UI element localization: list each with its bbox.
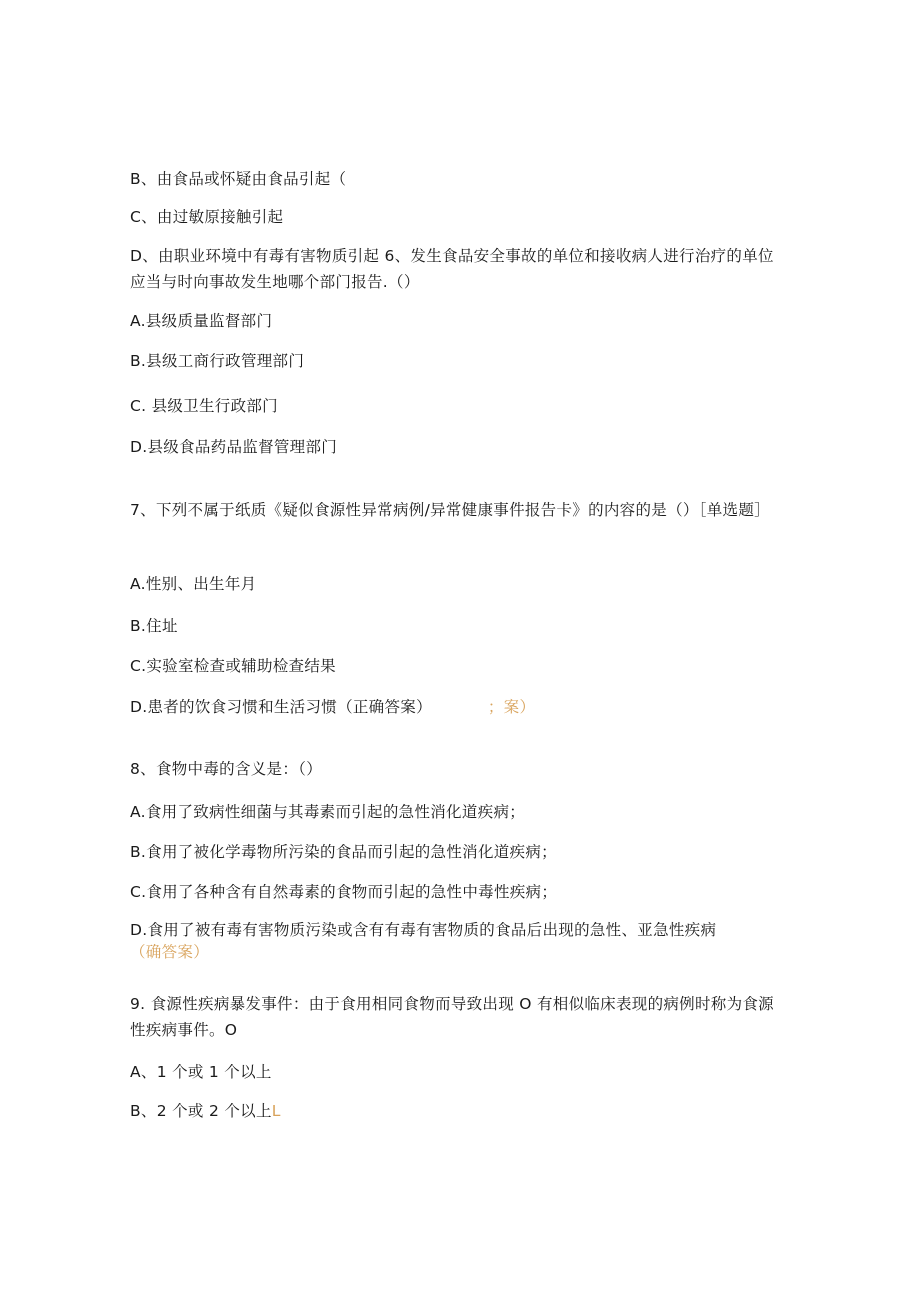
q7-question: 7、下列不属于纸质《疑似食源性异常病例/异常健康事件报告卡》的内容的是（）［单选题］ <box>130 501 770 519</box>
q6-partial-option-c: C、由过敏原接触引起 <box>130 208 284 226</box>
q7-option-d-row <box>130 695 535 719</box>
q9-option-b: B、2 个或 2 个以上 <box>130 1102 272 1120</box>
q8-option-b: B.食用了被化学毒物所污染的食品而引起的急性消化道疾病； <box>130 843 557 861</box>
q8-option-d: D.食用了被有毒有害物质污染或含有有毒有害物质的食品后出现的急性、亚急性疾病 <box>130 921 717 939</box>
q7-option-a: A.性别、出生年月 <box>130 575 257 593</box>
q6-option-d: D.县级食品药品监督管理部门 <box>130 438 338 456</box>
answer-mark: L <box>271 1102 281 1120</box>
answer-mark: ；案） <box>487 698 536 716</box>
q8-option-c: C.食用了各种含有自然毒素的食物而引起的急性中毒性疾病； <box>130 883 558 901</box>
q8-question: 8、食物中毒的含义是：（） <box>130 760 323 778</box>
q9-option-a: A、1 个或 1 个以上 <box>130 1063 272 1081</box>
q6-partial-option-d: D、由职业环境中有毒有害物质引起 6、发生食品安全事故的单位和接收病人进行治疗的单位应当与时向事故发生地哪个部门报告.（） <box>130 247 774 291</box>
q8-option-a: A.食用了致病性细菌与其毒素而引起的急性消化道疾病； <box>130 803 526 821</box>
q7-option-d: D.患者的饮食习惯和生活习惯（正确答案） <box>130 698 432 716</box>
q7-option-b: B.住址 <box>130 617 178 635</box>
q6-option-b: B.县级工商行政管理部门 <box>130 352 305 370</box>
answer-mark: （确答案） <box>130 943 210 961</box>
q6-partial-option-b: B、由食品或怀疑由食品引起（ <box>130 170 347 188</box>
q9-option-b-row <box>130 1099 281 1123</box>
q9-question: 9. 食源性疾病暴发事件：由于食用相同食物而导致出现 O 有相似临床表现的病例时称为食源性疾病事件。O <box>130 995 774 1039</box>
q6-option-c: C. 县级卫生行政部门 <box>130 397 278 415</box>
q6-option-a: A.县级质量监督部门 <box>130 312 273 330</box>
q7-option-c: C.实验室检查或辅助检查结果 <box>130 657 336 675</box>
